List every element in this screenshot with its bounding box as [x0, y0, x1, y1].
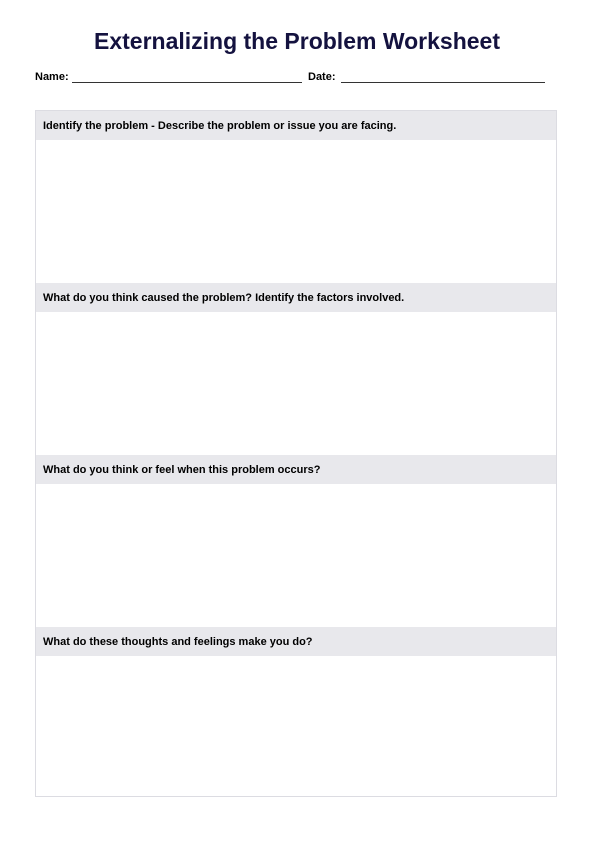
worksheet-table — [35, 110, 557, 797]
name-field[interactable] — [72, 82, 302, 83]
section-prompt: What do you think or feel when this problem occurs? — [43, 464, 321, 476]
date-field[interactable] — [341, 82, 545, 83]
section-prompt: What do these thoughts and feelings make you do? — [43, 636, 313, 648]
worksheet-title: Externalizing the Problem Worksheet — [93, 28, 500, 54]
name-label: Name: — [35, 71, 69, 83]
answer-area-identify-problem[interactable] — [36, 140, 556, 283]
section-header — [36, 455, 556, 484]
section-header — [36, 283, 556, 312]
section-identify-problem — [36, 111, 556, 283]
section-header — [36, 627, 556, 656]
section-causes — [36, 283, 556, 455]
section-actions — [36, 627, 556, 796]
date-label: Date: — [308, 71, 336, 83]
section-prompt: Identify the problem - Describe the problem or issue you are facing. — [43, 120, 397, 132]
section-header — [36, 111, 556, 140]
section-prompt: What do you think caused the problem? Identify the factors involved. — [43, 292, 405, 304]
name-date-row — [35, 70, 555, 86]
answer-area-causes[interactable] — [36, 312, 556, 455]
section-thoughts-feelings — [36, 455, 556, 627]
answer-area-actions[interactable] — [36, 656, 556, 796]
answer-area-thoughts-feelings[interactable] — [36, 484, 556, 627]
